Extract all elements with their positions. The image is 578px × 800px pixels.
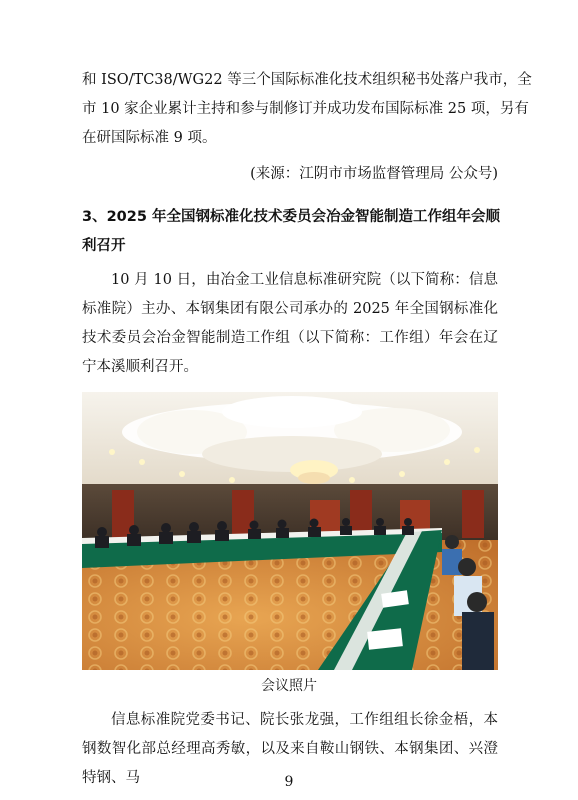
- page-number: 9: [284, 774, 294, 790]
- section-heading: 3、2025 年全国钢标准化技术委员会冶金智能制造工作组年会顺利召开: [82, 209, 500, 254]
- meeting-photo: [82, 392, 498, 670]
- paragraph-meeting-intro: 10 月 10 日，由冶金工业信息标准研究院（以下简称：信息标准院）主办、本钢集团有限公司承办的 2025 年全国钢标准化技术委员会冶金智能制造工作组（以下简称：工作组）年会在辽宁本溪顺利召开。: [82, 272, 498, 375]
- text-line: 市 10 家企业累计主持和参与制修订并成功发布国际标准 25 项，另有: [82, 101, 529, 117]
- source-note: (来源：江阴市市场监督管理局 公众号): [250, 166, 498, 182]
- text-line: 在研国际标准 9 项。: [82, 130, 217, 146]
- paragraph-continued: [82, 66, 532, 153]
- text-line: 和 ISO/TC38/WG22 等三个国际标准化技术组织秘书处落户我市，全: [82, 72, 532, 88]
- paragraph-attendees: 信息标准院党委书记、院长张龙强，工作组组长徐金梧，本钢数智化部总经理高秀敏，以及来自鞍山钢铁、本钢集团、兴澄特钢、马: [82, 712, 498, 786]
- photo-caption: 会议照片: [261, 678, 317, 694]
